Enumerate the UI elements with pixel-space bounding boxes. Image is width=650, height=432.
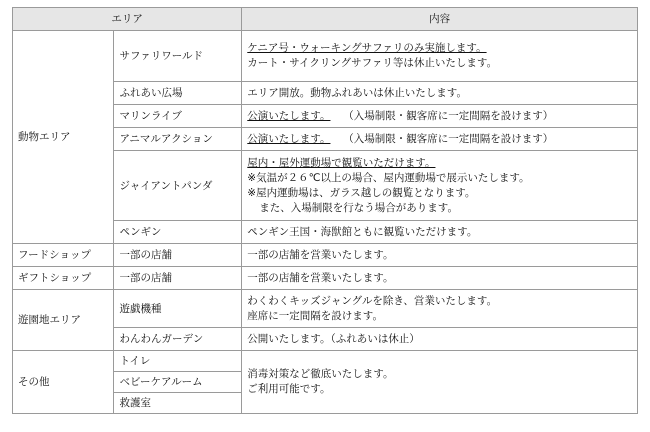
header-content: 内容 — [242, 8, 638, 31]
facility-status-table — [12, 7, 638, 414]
content-main: 公演いたします。 — [247, 133, 331, 145]
table-row — [13, 351, 638, 372]
content-cell-food: 一部の店舗を営業いたします。 — [242, 244, 638, 267]
content-cell-panda — [242, 151, 638, 221]
area-cell-food: フードショップ — [13, 244, 114, 267]
sub-cell-toilet: トイレ — [114, 351, 242, 372]
content-cell-marine — [242, 105, 638, 128]
area-cell-gift: ギフトショップ — [13, 267, 114, 290]
content-line: ご利用可能です。 — [247, 383, 331, 395]
sub-cell-firstaid: 救護室 — [114, 393, 242, 414]
content-cell-penguin: ペンギン王国・海獣館ともに観覧いただけます。 — [242, 221, 638, 244]
content-note: （入場制限・観客席に一定間隔を設けます） — [348, 133, 554, 145]
table-row — [13, 31, 638, 82]
content-line: わくわくキッズジャングルを除き、営業いたします。 — [247, 294, 498, 307]
content-main: 公演いたします。 — [247, 110, 331, 122]
content-line: ※屋内運動場は、ガラス越しの観覧となります。 — [247, 186, 476, 199]
area-cell-other: その他 — [13, 351, 114, 414]
table-row — [13, 267, 638, 290]
content-cell-safari — [242, 31, 638, 82]
header-row — [13, 8, 638, 31]
sub-cell-garden: わんわんガーデン — [114, 328, 242, 351]
content-cell-animal-action — [242, 128, 638, 151]
content-line: ※気温が２６℃以上の場合、屋内運動場で展示いたします。 — [247, 171, 530, 184]
header-area: エリア — [13, 8, 242, 31]
sub-cell-marine: マリンライブ — [114, 105, 242, 128]
content-cell-garden: 公開いたします。（ふれあいは休止） — [242, 328, 638, 351]
sub-cell-animal-action: アニマルアクション — [114, 128, 242, 151]
table-row — [13, 244, 638, 267]
content-line: 座席に一定間隔を設けます。 — [247, 309, 383, 322]
area-cell-amusement: 遊園地エリア — [13, 290, 114, 351]
sub-cell-panda: ジャイアントパンダ — [114, 151, 242, 221]
content-cell-rides — [242, 290, 638, 328]
sub-cell-safari: サファリワールド — [114, 31, 242, 82]
content-cell-gift: 一部の店舗を営業いたします。 — [242, 267, 638, 290]
sub-cell-gift: 一部の店舗 — [114, 267, 242, 290]
content-line: カート・サイクリングサファリ等は休止いたします。 — [247, 57, 498, 69]
content-line: ケニア号・ウォーキングサファリのみ実施します。 — [247, 42, 487, 54]
sub-cell-rides: 遊戯機種 — [114, 290, 242, 328]
content-cell-other — [242, 351, 638, 414]
area-cell-zoo: 動物エリア — [13, 31, 114, 244]
content-cell-fureai: エリア開放。動物ふれあいは休止いたします。 — [242, 82, 638, 105]
sub-cell-penguin: ペンギン — [114, 221, 242, 244]
sub-cell-food: 一部の店舗 — [114, 244, 242, 267]
content-line: 消毒対策など徹底いたします。 — [247, 368, 394, 380]
content-line: 屋内・屋外運動場で観覧いただけます。 — [247, 156, 436, 169]
table-row — [13, 290, 638, 328]
sub-cell-fureai: ふれあい広場 — [114, 82, 242, 105]
content-line: また、入場制限を行なう場合があります。 — [259, 201, 458, 214]
sub-cell-babycare: ベビーケアルーム — [114, 372, 242, 393]
content-note: （入場制限・観客席に一定間隔を設けます） — [348, 110, 554, 122]
